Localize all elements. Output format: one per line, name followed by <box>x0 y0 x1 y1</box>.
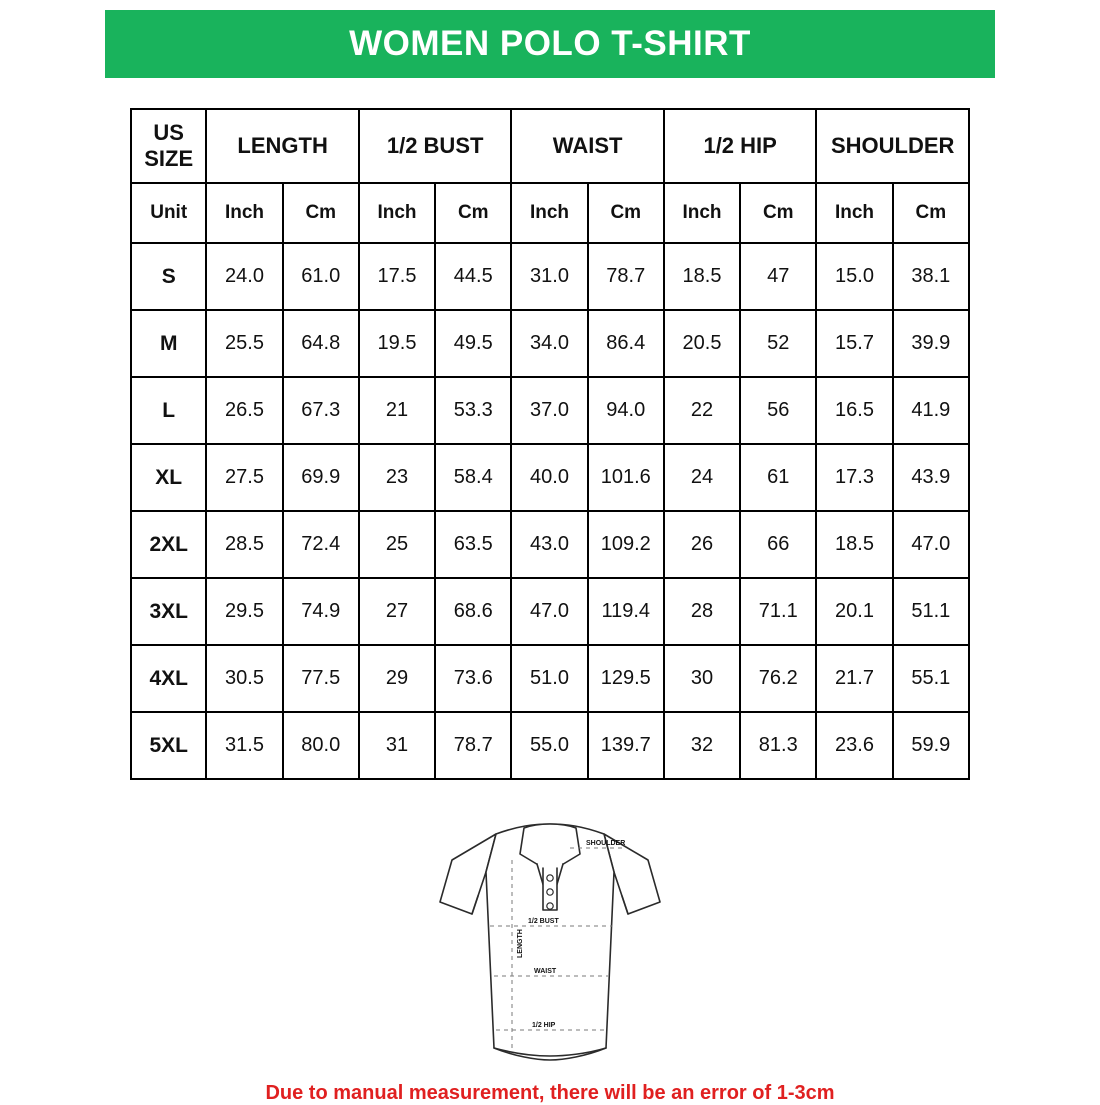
cell-hip-cm: 52 <box>740 310 816 377</box>
table-row <box>131 444 969 511</box>
polo-shirt-diagram <box>400 798 700 1068</box>
cell-shoulder-inch: 15.7 <box>816 310 892 377</box>
group-header-half-hip: 1/2 HIP <box>664 109 817 183</box>
cell-shoulder-cm: 41.9 <box>893 377 969 444</box>
label-half-hip: 1/2 HIP <box>532 1022 556 1029</box>
unit-header-bust-cm: Cm <box>435 183 511 243</box>
cell-waist-cm: 78.7 <box>588 243 664 310</box>
cell-hip-cm: 47 <box>740 243 816 310</box>
header-banner <box>105 10 995 78</box>
measurement-note: Due to manual measurement, there will be an error of 1-3cm <box>265 1082 835 1104</box>
cell-length-inch: 27.5 <box>206 444 282 511</box>
cell-length-inch: 24.0 <box>206 243 282 310</box>
cell-length-cm: 69.9 <box>283 444 359 511</box>
cell-shoulder-inch: 16.5 <box>816 377 892 444</box>
label-waist: WAIST <box>534 968 557 975</box>
cell-hip-cm: 61 <box>740 444 816 511</box>
table-group-header-row <box>131 109 969 183</box>
cell-bust-inch: 31 <box>359 712 435 779</box>
cell-bust-cm: 44.5 <box>435 243 511 310</box>
cell-bust-cm: 78.7 <box>435 712 511 779</box>
row-size-label: 4XL <box>131 645 206 712</box>
cell-length-cm: 72.4 <box>283 511 359 578</box>
cell-bust-inch: 21 <box>359 377 435 444</box>
group-header-length: LENGTH <box>206 109 359 183</box>
cell-length-inch: 29.5 <box>206 578 282 645</box>
cell-hip-inch: 20.5 <box>664 310 740 377</box>
cell-length-cm: 74.9 <box>283 578 359 645</box>
cell-waist-cm: 86.4 <box>588 310 664 377</box>
cell-bust-inch: 25 <box>359 511 435 578</box>
table-row <box>131 511 969 578</box>
cell-shoulder-inch: 20.1 <box>816 578 892 645</box>
row-size-label: 2XL <box>131 511 206 578</box>
cell-shoulder-inch: 18.5 <box>816 511 892 578</box>
page-title: WOMEN POLO T-SHIRT <box>349 24 751 63</box>
cell-bust-cm: 58.4 <box>435 444 511 511</box>
cell-waist-inch: 31.0 <box>511 243 587 310</box>
cell-length-cm: 80.0 <box>283 712 359 779</box>
cell-waist-inch: 34.0 <box>511 310 587 377</box>
table-row <box>131 645 969 712</box>
cell-shoulder-cm: 39.9 <box>893 310 969 377</box>
cell-waist-cm: 94.0 <box>588 377 664 444</box>
cell-waist-inch: 40.0 <box>511 444 587 511</box>
cell-shoulder-inch: 15.0 <box>816 243 892 310</box>
unit-header-waist-inch: Inch <box>511 183 587 243</box>
unit-header-length-inch: Inch <box>206 183 282 243</box>
cell-hip-cm: 66 <box>740 511 816 578</box>
table-row <box>131 712 969 779</box>
cell-waist-inch: 43.0 <box>511 511 587 578</box>
group-header-us-size: US SIZE <box>131 109 206 183</box>
unit-header-unit: Unit <box>131 183 206 243</box>
cell-length-inch: 26.5 <box>206 377 282 444</box>
cell-length-cm: 67.3 <box>283 377 359 444</box>
size-table <box>130 108 970 780</box>
cell-hip-inch: 24 <box>664 444 740 511</box>
unit-header-bust-inch: Inch <box>359 183 435 243</box>
cell-waist-inch: 47.0 <box>511 578 587 645</box>
unit-header-shoulder-inch: Inch <box>816 183 892 243</box>
cell-length-inch: 28.5 <box>206 511 282 578</box>
cell-waist-cm: 139.7 <box>588 712 664 779</box>
table-body <box>131 243 969 779</box>
table-row <box>131 243 969 310</box>
cell-waist-cm: 129.5 <box>588 645 664 712</box>
cell-waist-cm: 101.6 <box>588 444 664 511</box>
label-length: LENGTH <box>517 929 524 958</box>
cell-waist-inch: 55.0 <box>511 712 587 779</box>
unit-header-shoulder-cm: Cm <box>893 183 969 243</box>
unit-header-hip-inch: Inch <box>664 183 740 243</box>
cell-hip-inch: 32 <box>664 712 740 779</box>
group-header-half-bust: 1/2 BUST <box>359 109 512 183</box>
cell-bust-cm: 63.5 <box>435 511 511 578</box>
cell-bust-inch: 29 <box>359 645 435 712</box>
cell-length-inch: 30.5 <box>206 645 282 712</box>
cell-bust-inch: 19.5 <box>359 310 435 377</box>
cell-bust-cm: 49.5 <box>435 310 511 377</box>
cell-shoulder-cm: 38.1 <box>893 243 969 310</box>
cell-shoulder-cm: 47.0 <box>893 511 969 578</box>
cell-waist-cm: 109.2 <box>588 511 664 578</box>
cell-length-inch: 31.5 <box>206 712 282 779</box>
cell-hip-cm: 71.1 <box>740 578 816 645</box>
label-half-bust: 1/2 BUST <box>528 918 559 925</box>
cell-length-cm: 77.5 <box>283 645 359 712</box>
size-table-container <box>130 108 970 780</box>
group-header-waist: WAIST <box>511 109 664 183</box>
unit-header-hip-cm: Cm <box>740 183 816 243</box>
cell-length-cm: 61.0 <box>283 243 359 310</box>
cell-hip-inch: 22 <box>664 377 740 444</box>
unit-header-waist-cm: Cm <box>588 183 664 243</box>
cell-waist-inch: 37.0 <box>511 377 587 444</box>
cell-hip-inch: 30 <box>664 645 740 712</box>
cell-bust-inch: 23 <box>359 444 435 511</box>
cell-shoulder-cm: 43.9 <box>893 444 969 511</box>
table-row <box>131 377 969 444</box>
unit-header-length-cm: Cm <box>283 183 359 243</box>
cell-bust-inch: 17.5 <box>359 243 435 310</box>
cell-hip-cm: 56 <box>740 377 816 444</box>
group-header-shoulder: SHOULDER <box>816 109 969 183</box>
cell-hip-inch: 26 <box>664 511 740 578</box>
cell-length-inch: 25.5 <box>206 310 282 377</box>
table-unit-header-row <box>131 183 969 243</box>
cell-hip-cm: 81.3 <box>740 712 816 779</box>
cell-shoulder-inch: 23.6 <box>816 712 892 779</box>
cell-shoulder-inch: 17.3 <box>816 444 892 511</box>
row-size-label: M <box>131 310 206 377</box>
table-head <box>131 109 969 243</box>
label-shoulder: SHOULDER <box>586 840 626 847</box>
cell-shoulder-cm: 51.1 <box>893 578 969 645</box>
row-size-label: XL <box>131 444 206 511</box>
cell-waist-inch: 51.0 <box>511 645 587 712</box>
cell-bust-cm: 53.3 <box>435 377 511 444</box>
table-row <box>131 310 969 377</box>
cell-shoulder-inch: 21.7 <box>816 645 892 712</box>
row-size-label: 3XL <box>131 578 206 645</box>
cell-bust-cm: 68.6 <box>435 578 511 645</box>
row-size-label: L <box>131 377 206 444</box>
cell-hip-inch: 28 <box>664 578 740 645</box>
table-row <box>131 578 969 645</box>
cell-length-cm: 64.8 <box>283 310 359 377</box>
cell-shoulder-cm: 59.9 <box>893 712 969 779</box>
row-size-label: 5XL <box>131 712 206 779</box>
cell-hip-cm: 76.2 <box>740 645 816 712</box>
cell-waist-cm: 119.4 <box>588 578 664 645</box>
cell-shoulder-cm: 55.1 <box>893 645 969 712</box>
cell-hip-inch: 18.5 <box>664 243 740 310</box>
row-size-label: S <box>131 243 206 310</box>
cell-bust-cm: 73.6 <box>435 645 511 712</box>
cell-bust-inch: 27 <box>359 578 435 645</box>
